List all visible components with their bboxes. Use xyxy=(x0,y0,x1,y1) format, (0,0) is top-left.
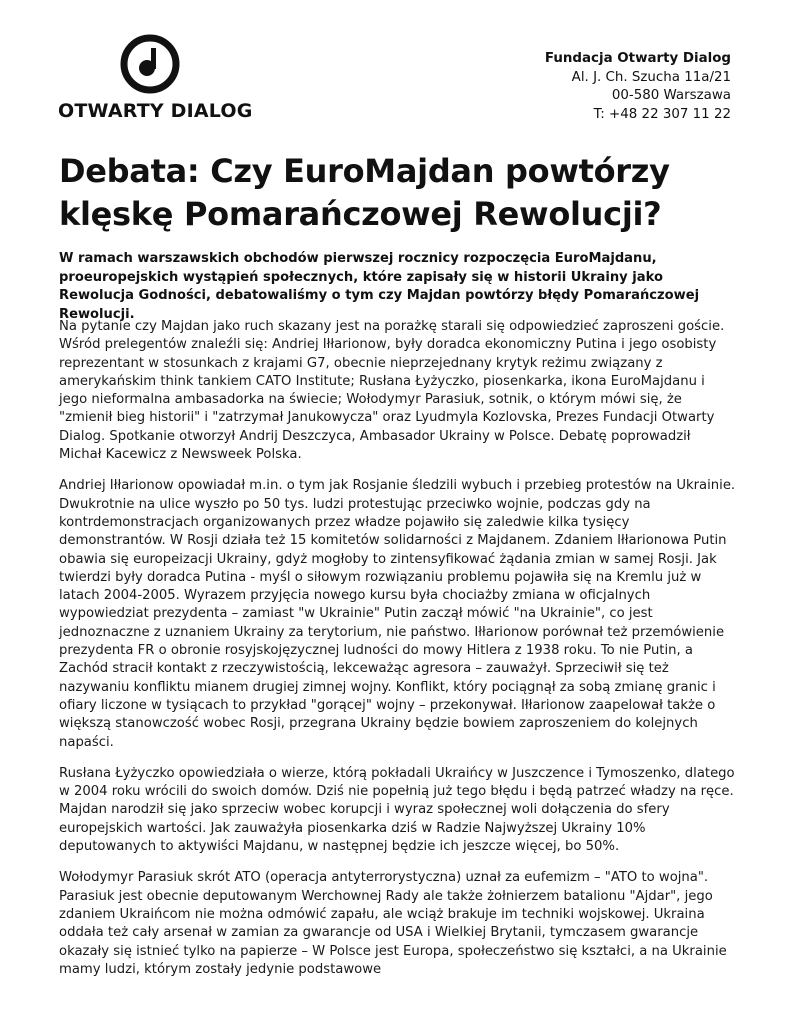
article-paragraph: Wołodymyr Parasiuk skrót ATO (operacja antyterrorystyczna) uznał za eufemizm – "ATO to wojna". Parasiuk jest obecnie deputowanym Werchownej Rady ale także żołnierzem batalionu "Ajdar", jego zdaniem Ukraińcom nie można odmówić zapału, ale wciąż brakuje im techniki wojskowej. Ukraina oddała też cały arsenał w zamian za gwarancje od USA i Wielkiej Brytanii, tymczasem gwarancje okazały się istnieć tylko na papierze – W Polsce jest Europa, społeczeństwo się kształci, a na Ukrainie mamy ludzi, którym zostały jedynie podstawowe xyxy=(59,870,727,977)
organization-contact xyxy=(545,50,731,124)
article-title: Debata: Czy EuroMajdan powtórzy klęskę Pomarańczowej Rewolucji? xyxy=(59,152,670,233)
logo-circle-icon xyxy=(120,34,180,94)
organization-name: Fundacja Otwarty Dialog xyxy=(544,51,731,66)
phone-number: T: +48 22 307 11 22 xyxy=(593,106,731,122)
article-paragraph: Na pytanie czy Majdan jako ruch skazany jest na porażkę starali się odpowiedzieć zaproszeni goście. Wśród prelegentów znaleźli się: Andriej Iłłarionow, były doradca ekonomiczny Putina i jego osobisty reprezentant w stosunkach z krajami G7, obecnie nieprzejednany krytyk reżimu związany z amerykańskim think tankiem CATO Institute; Rusłana Łyżyczko, piosenkarka, ikona EuroMajdanu i jego nieformalna ambasadorka na świecie; Wołodymyr Parasiuk, sotnik, o którym mówi się, że "zmienił bieg historii" i "zatrzymał Janukowycza" oraz Lyudmyla Kozlovska, Prezes Fundacji Otwarty Dialog. Spotkanie otworzył Andrij Deszczyca, Ambasador Ukrainy w Polsce. Debatę poprowadził Michał Kacewicz z Newsweek Polska. xyxy=(59,319,725,463)
article-paragraph: Rusłana Łyżyczko opowiedziała o wierze, którą pokładali Ukraińcy w Juszczence i Tymoszenko, dlatego w 2004 roku wrócili do swoich domów. Dziś nie popełnią już tego błędu i będą patrzeć władzy na ręce. Majdan narodził się jako sprzeciw wobec korupcji i wyraz społecznej woli dołączenia do sfery europejskich wartości. Jak zauważyła piosenkarka dziś w Radzie Najwyższej Ukrainy 10% deputowanych to aktywiści Majdanu, w następnej będzie ich jeszcze więcej, bo 50%. xyxy=(59,765,735,855)
otwarty-dialog-logo xyxy=(58,34,253,124)
address-line-2: 00-580 Warszawa xyxy=(611,88,731,103)
logo-text: OTWARTY DIALOG xyxy=(58,100,253,122)
article-lead: W ramach warszawskich obchodów pierwszej rocznicy rozpoczęcia EuroMajdanu, proeuropejskich wystąpień społecznych, które zapisały się w historii Ukrainy jako Rewolucja Godności, debatowaliśmy o tym czy Majdan powtórzy błędy Pomarańczowej Rewolucji. xyxy=(59,251,700,323)
address-line-1: Al. J. Ch. Szucha 11a/21 xyxy=(571,69,731,85)
article-paragraph: Andriej Iłłarionow opowiadał m.in. o tym jak Rosjanie śledzili wybuch i przebieg protestów na Ukrainie. Dwukrotnie na ulice wyszło po 50 tys. ludzi protestując przeciwko wojnie, podczas gdy na kontrdemonstracjach organizowanych przez władze pojawiło się zaledwie kilka tysięcy demonstrantów. W Rosji działa też 15 komitetów solidarności z Majdanem. Zdaniem Iłłarionowa Putin obawia się europeizacji Ukrainy, gdyż mogłoby to zintensyfikować żądania zmian w samej Rosji. Jak twierdzi były doradca Putina - myśl o siłowym rozwiązaniu problemu pojawiła się na Kremlu już w latach 2004-2005. Wyrazem przyjęcia nowego kursu była chociażby zmiana w oficjalnych wypowiedziat prezydenta – zamiast "w Ukrainie" Putin zaczął mówić "na Ukrainie", co jest jednoznaczne z uznaniem Ukrainy za terytorium, nie państwo. Iłłarionow porównał też przemówienie prezydenta FR o obronie rosyjskojęzycznej ludności do mowy Hitlera z 1938 roku. To nie Putin, a Zachód stracił kontakt z rzeczywistością, lekceważąc agresora – zauważył. Sprzeciwił się też nazywaniu konfliktu mianem drugiej zimnej wojny. Konflikt, który pociągnął za sobą zmianę granic i ofiary liczone w tysiącach to przykład "gorącej" wojny – przekonywał. Iłłarionow zaapelował także o większą stanowczość wobec Rosji, przegrana Ukrainy będzie bowiem zaproszeniem do kolejnych napaści. xyxy=(59,478,736,750)
article-body xyxy=(59,318,737,992)
